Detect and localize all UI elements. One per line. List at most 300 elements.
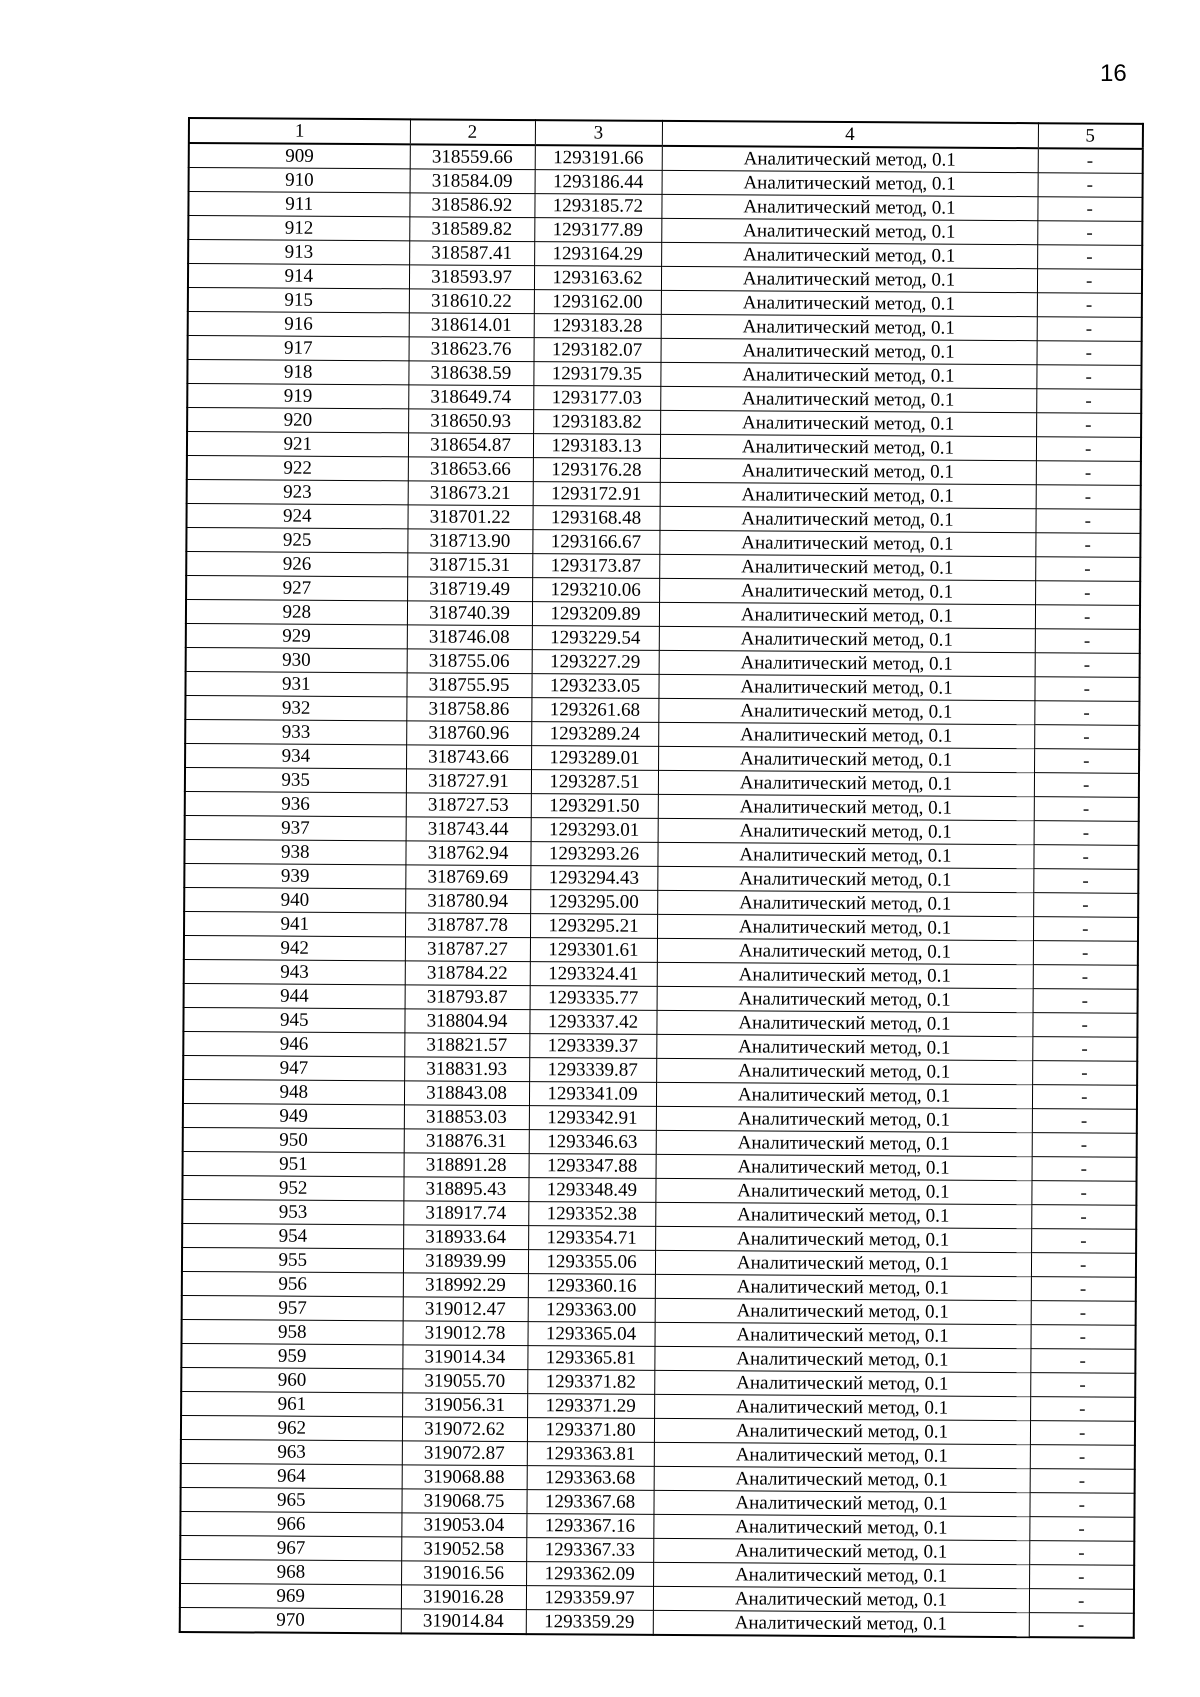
y-coordinate-cell: 1293291.50	[531, 794, 658, 819]
method-cell: Аналитический метод, 0.1	[662, 170, 1038, 196]
note-cell: -	[1038, 173, 1143, 198]
y-coordinate-cell: 1293363.68	[527, 1466, 654, 1491]
x-coordinate-cell: 318760.96	[406, 721, 531, 746]
point-number-cell: 959	[181, 1343, 402, 1368]
y-coordinate-cell: 1293363.00	[528, 1298, 655, 1323]
method-cell: Аналитический метод, 0.1	[653, 1538, 1029, 1564]
note-cell: -	[1033, 965, 1138, 990]
note-cell: -	[1031, 1301, 1136, 1326]
x-coordinate-cell: 318589.82	[409, 217, 534, 242]
y-coordinate-cell: 1293287.51	[531, 770, 658, 795]
method-cell: Аналитический метод, 0.1	[657, 986, 1033, 1012]
note-cell: -	[1035, 557, 1140, 582]
x-coordinate-cell: 319072.62	[402, 1417, 527, 1442]
y-coordinate-cell: 1293342.91	[529, 1106, 656, 1131]
method-cell: Аналитический метод, 0.1	[655, 1298, 1031, 1324]
note-cell: -	[1033, 989, 1138, 1014]
x-coordinate-cell: 318713.90	[407, 529, 532, 554]
note-cell: -	[1031, 1229, 1136, 1254]
note-cell: -	[1037, 317, 1142, 342]
y-coordinate-cell: 1293183.82	[533, 410, 660, 435]
point-number-cell: 921	[187, 432, 408, 457]
note-cell: -	[1033, 845, 1138, 870]
note-cell: -	[1037, 197, 1142, 222]
y-coordinate-cell: 1293360.16	[528, 1274, 655, 1299]
method-cell: Аналитический метод, 0.1	[657, 914, 1033, 940]
note-cell: -	[1029, 1613, 1134, 1638]
point-number-cell: 964	[181, 1463, 402, 1488]
x-coordinate-cell: 318610.22	[409, 289, 534, 314]
y-coordinate-cell: 1293367.68	[526, 1490, 653, 1515]
method-cell: Аналитический метод, 0.1	[653, 1586, 1029, 1612]
method-cell: Аналитический метод, 0.1	[662, 146, 1038, 173]
y-coordinate-cell: 1293348.49	[528, 1178, 655, 1203]
x-coordinate-cell: 318650.93	[408, 409, 533, 434]
x-coordinate-cell: 318853.03	[404, 1105, 529, 1130]
note-cell: -	[1032, 1157, 1137, 1182]
point-number-cell: 968	[180, 1559, 401, 1584]
y-coordinate-cell: 1293227.29	[532, 650, 659, 675]
y-coordinate-cell: 1293293.01	[531, 818, 658, 843]
x-coordinate-cell: 318587.41	[409, 241, 534, 266]
note-cell: -	[1036, 389, 1141, 414]
y-coordinate-cell: 1293163.62	[534, 266, 661, 291]
y-coordinate-cell: 1293176.28	[533, 458, 660, 483]
point-number-cell: 965	[180, 1487, 401, 1512]
note-cell: -	[1036, 437, 1141, 462]
y-coordinate-cell: 1293371.29	[527, 1394, 654, 1419]
point-number-cell: 946	[183, 1031, 404, 1056]
note-cell: -	[1030, 1349, 1135, 1374]
y-coordinate-cell: 1293166.67	[532, 530, 659, 555]
point-number-cell: 928	[186, 599, 407, 624]
point-number-cell: 922	[187, 455, 408, 480]
y-coordinate-cell: 1293191.66	[535, 145, 662, 170]
method-cell: Аналитический метод, 0.1	[658, 746, 1034, 772]
method-cell: Аналитический метод, 0.1	[660, 410, 1036, 436]
x-coordinate-cell: 318933.64	[403, 1225, 528, 1250]
point-number-cell: 962	[181, 1415, 402, 1440]
point-number-cell: 925	[186, 527, 407, 552]
point-number-cell: 953	[182, 1199, 403, 1224]
point-number-cell: 933	[185, 719, 406, 744]
x-coordinate-cell: 318638.59	[408, 361, 533, 386]
method-cell: Аналитический метод, 0.1	[654, 1418, 1030, 1444]
x-coordinate-cell: 319055.70	[402, 1369, 527, 1394]
point-number-cell: 915	[188, 288, 409, 313]
method-cell: Аналитический метод, 0.1	[654, 1370, 1030, 1396]
note-cell: -	[1035, 629, 1140, 654]
note-cell: -	[1036, 461, 1141, 486]
point-number-cell: 941	[184, 911, 405, 936]
x-coordinate-cell: 319014.84	[401, 1609, 526, 1634]
point-number-cell: 952	[182, 1175, 403, 1200]
method-cell: Аналитический метод, 0.1	[660, 482, 1036, 508]
point-number-cell: 926	[186, 551, 407, 576]
x-coordinate-cell: 319014.34	[402, 1345, 527, 1370]
method-cell: Аналитический метод, 0.1	[654, 1346, 1030, 1372]
x-coordinate-cell: 318831.93	[404, 1057, 529, 1082]
y-coordinate-cell: 1293210.06	[532, 578, 659, 603]
point-number-cell: 970	[180, 1607, 401, 1633]
x-coordinate-cell: 318843.08	[404, 1081, 529, 1106]
x-coordinate-cell: 319012.47	[403, 1297, 528, 1322]
method-cell: Аналитический метод, 0.1	[659, 578, 1035, 604]
y-coordinate-cell: 1293233.05	[531, 674, 658, 699]
x-coordinate-cell: 319016.56	[401, 1561, 526, 1586]
x-coordinate-cell: 318755.95	[406, 673, 531, 698]
note-cell: -	[1036, 485, 1141, 510]
y-coordinate-cell: 1293341.09	[529, 1082, 656, 1107]
x-coordinate-cell: 318593.97	[409, 265, 534, 290]
point-number-cell: 955	[182, 1247, 403, 1272]
y-coordinate-cell: 1293261.68	[531, 698, 658, 723]
table-body	[180, 143, 1143, 1638]
point-number-cell: 951	[183, 1151, 404, 1176]
point-number-cell: 958	[182, 1319, 403, 1344]
note-cell: -	[1029, 1565, 1134, 1590]
y-coordinate-cell: 1293173.87	[532, 554, 659, 579]
point-number-cell: 913	[188, 240, 409, 265]
point-number-cell: 940	[184, 887, 405, 912]
note-cell: -	[1034, 821, 1139, 846]
point-number-cell: 914	[188, 264, 409, 289]
point-number-cell: 957	[182, 1295, 403, 1320]
x-coordinate-cell: 318740.39	[407, 601, 532, 626]
method-cell: Аналитический метод, 0.1	[658, 818, 1034, 844]
method-cell: Аналитический метод, 0.1	[655, 1178, 1031, 1204]
header-col-1: 1	[189, 118, 410, 144]
x-coordinate-cell: 318787.78	[405, 913, 530, 938]
method-cell: Аналитический метод, 0.1	[656, 1106, 1032, 1132]
x-coordinate-cell: 318769.69	[405, 865, 530, 890]
note-cell: -	[1034, 749, 1139, 774]
x-coordinate-cell: 318895.43	[403, 1177, 528, 1202]
x-coordinate-cell: 318992.29	[403, 1273, 528, 1298]
point-number-cell: 954	[182, 1223, 403, 1248]
note-cell: -	[1034, 725, 1139, 750]
x-coordinate-cell: 318917.74	[403, 1201, 528, 1226]
method-cell: Аналитический метод, 0.1	[659, 530, 1035, 556]
y-coordinate-cell: 1293354.71	[528, 1226, 655, 1251]
point-number-cell: 937	[185, 815, 406, 840]
point-number-cell: 963	[181, 1439, 402, 1464]
note-cell: -	[1032, 1085, 1137, 1110]
method-cell: Аналитический метод, 0.1	[660, 434, 1036, 460]
point-number-cell: 931	[185, 671, 406, 696]
method-cell: Аналитический метод, 0.1	[656, 1130, 1032, 1156]
note-cell: -	[1033, 893, 1138, 918]
y-coordinate-cell: 1293182.07	[534, 338, 661, 363]
x-coordinate-cell: 318559.66	[410, 144, 535, 169]
x-coordinate-cell: 319068.75	[401, 1489, 526, 1514]
y-coordinate-cell: 1293346.63	[529, 1130, 656, 1155]
point-number-cell: 927	[186, 575, 407, 600]
note-cell: -	[1035, 533, 1140, 558]
point-number-cell: 949	[183, 1103, 404, 1128]
method-cell: Аналитический метод, 0.1	[659, 626, 1035, 652]
note-cell: -	[1035, 653, 1140, 678]
point-number-cell: 935	[185, 767, 406, 792]
y-coordinate-cell: 1293293.26	[530, 842, 657, 867]
method-cell: Аналитический метод, 0.1	[661, 338, 1037, 364]
note-cell: -	[1031, 1205, 1136, 1230]
header-col-3: 3	[535, 120, 662, 146]
y-coordinate-cell: 1293294.43	[530, 866, 657, 891]
point-number-cell: 942	[184, 935, 405, 960]
method-cell: Аналитический метод, 0.1	[656, 1154, 1032, 1180]
x-coordinate-cell: 318891.28	[404, 1153, 529, 1178]
point-number-cell: 909	[189, 143, 410, 169]
method-cell: Аналитический метод, 0.1	[656, 1058, 1032, 1084]
x-coordinate-cell: 318743.44	[406, 817, 531, 842]
note-cell: -	[1035, 581, 1140, 606]
y-coordinate-cell: 1293183.13	[533, 434, 660, 459]
note-cell: -	[1029, 1517, 1134, 1542]
y-coordinate-cell: 1293172.91	[533, 482, 660, 507]
x-coordinate-cell: 318793.87	[405, 985, 530, 1010]
point-number-cell: 966	[180, 1511, 401, 1536]
y-coordinate-cell: 1293289.01	[531, 746, 658, 771]
point-number-cell: 950	[183, 1127, 404, 1152]
x-coordinate-cell: 318614.01	[409, 313, 534, 338]
point-number-cell: 929	[186, 623, 407, 648]
y-coordinate-cell: 1293295.21	[530, 914, 657, 939]
x-coordinate-cell: 318758.86	[406, 697, 531, 722]
point-number-cell: 945	[183, 1007, 404, 1032]
note-cell: -	[1037, 269, 1142, 294]
x-coordinate-cell: 319012.78	[403, 1321, 528, 1346]
method-cell: Аналитический метод, 0.1	[658, 794, 1034, 820]
x-coordinate-cell: 318821.57	[404, 1033, 529, 1058]
x-coordinate-cell: 318701.22	[407, 505, 532, 530]
method-cell: Аналитический метод, 0.1	[661, 218, 1037, 244]
x-coordinate-cell: 319052.58	[401, 1537, 526, 1562]
method-cell: Аналитический метод, 0.1	[657, 962, 1033, 988]
y-coordinate-cell: 1293362.09	[526, 1562, 653, 1587]
note-cell: -	[1037, 221, 1142, 246]
table-row	[180, 1607, 1134, 1637]
point-number-cell: 932	[185, 695, 406, 720]
y-coordinate-cell: 1293371.80	[527, 1418, 654, 1443]
note-cell: -	[1030, 1373, 1135, 1398]
point-number-cell: 947	[183, 1055, 404, 1080]
method-cell: Аналитический метод, 0.1	[656, 1034, 1032, 1060]
y-coordinate-cell: 1293168.48	[532, 506, 659, 531]
y-coordinate-cell: 1293183.28	[534, 314, 661, 339]
note-cell: -	[1030, 1469, 1135, 1494]
point-number-cell: 960	[181, 1367, 402, 1392]
note-cell: -	[1029, 1541, 1134, 1566]
note-cell: -	[1034, 773, 1139, 798]
page-number: 16	[1100, 60, 1127, 87]
note-cell: -	[1031, 1277, 1136, 1302]
y-coordinate-cell: 1293164.29	[534, 242, 661, 267]
method-cell: Аналитический метод, 0.1	[657, 938, 1033, 964]
point-number-cell: 919	[187, 384, 408, 409]
note-cell: -	[1036, 365, 1141, 390]
y-coordinate-cell: 1293335.77	[530, 986, 657, 1011]
point-number-cell: 930	[186, 647, 407, 672]
y-coordinate-cell: 1293363.81	[527, 1442, 654, 1467]
method-cell: Аналитический метод, 0.1	[658, 698, 1034, 724]
method-cell: Аналитический метод, 0.1	[661, 194, 1037, 220]
note-cell: -	[1031, 1181, 1136, 1206]
note-cell: -	[1038, 148, 1143, 173]
method-cell: Аналитический метод, 0.1	[655, 1226, 1031, 1252]
method-cell: Аналитический метод, 0.1	[655, 1250, 1031, 1276]
x-coordinate-cell: 319016.28	[401, 1585, 526, 1610]
method-cell: Аналитический метод, 0.1	[658, 674, 1034, 700]
x-coordinate-cell: 318743.66	[406, 745, 531, 770]
y-coordinate-cell: 1293367.33	[526, 1538, 653, 1563]
x-coordinate-cell: 318727.91	[406, 769, 531, 794]
point-number-cell: 934	[185, 743, 406, 768]
x-coordinate-cell: 318719.49	[407, 577, 532, 602]
point-number-cell: 936	[185, 791, 406, 816]
x-coordinate-cell: 318715.31	[407, 553, 532, 578]
x-coordinate-cell: 318746.08	[407, 625, 532, 650]
note-cell: -	[1030, 1445, 1135, 1470]
y-coordinate-cell: 1293365.04	[528, 1322, 655, 1347]
y-coordinate-cell: 1293355.06	[528, 1250, 655, 1275]
x-coordinate-cell: 318787.27	[405, 937, 530, 962]
note-cell: -	[1035, 509, 1140, 534]
y-coordinate-cell: 1293186.44	[535, 170, 662, 195]
y-coordinate-cell: 1293185.72	[534, 194, 661, 219]
y-coordinate-cell: 1293179.35	[533, 362, 660, 387]
header-col-5: 5	[1038, 123, 1143, 149]
y-coordinate-cell: 1293367.16	[526, 1514, 653, 1539]
point-number-cell: 916	[188, 312, 409, 337]
header-col-2: 2	[410, 119, 535, 145]
x-coordinate-cell: 318755.06	[407, 649, 532, 674]
x-coordinate-cell: 318876.31	[404, 1129, 529, 1154]
x-coordinate-cell: 318584.09	[410, 169, 535, 194]
note-cell: -	[1036, 413, 1141, 438]
method-cell: Аналитический метод, 0.1	[653, 1562, 1029, 1588]
method-cell: Аналитический метод, 0.1	[655, 1274, 1031, 1300]
note-cell: -	[1033, 941, 1138, 966]
point-number-cell: 911	[188, 192, 409, 217]
method-cell: Аналитический метод, 0.1	[655, 1202, 1031, 1228]
y-coordinate-cell: 1293229.54	[532, 626, 659, 651]
method-cell: Аналитический метод, 0.1	[658, 770, 1034, 796]
method-cell: Аналитический метод, 0.1	[661, 290, 1037, 316]
point-number-cell: 961	[181, 1391, 402, 1416]
note-cell: -	[1034, 701, 1139, 726]
x-coordinate-cell: 318939.99	[403, 1249, 528, 1274]
method-cell: Аналитический метод, 0.1	[653, 1610, 1029, 1637]
method-cell: Аналитический метод, 0.1	[657, 866, 1033, 892]
y-coordinate-cell: 1293209.89	[532, 602, 659, 627]
method-cell: Аналитический метод, 0.1	[661, 266, 1037, 292]
method-cell: Аналитический метод, 0.1	[659, 506, 1035, 532]
x-coordinate-cell: 318623.76	[409, 337, 534, 362]
point-number-cell: 924	[186, 503, 407, 528]
point-number-cell: 938	[184, 839, 405, 864]
note-cell: -	[1032, 1061, 1137, 1086]
y-coordinate-cell: 1293365.81	[527, 1346, 654, 1371]
method-cell: Аналитический метод, 0.1	[657, 842, 1033, 868]
method-cell: Аналитический метод, 0.1	[653, 1514, 1029, 1540]
method-cell: Аналитический метод, 0.1	[659, 602, 1035, 628]
method-cell: Аналитический метод, 0.1	[660, 458, 1036, 484]
y-coordinate-cell: 1293359.29	[526, 1610, 653, 1635]
method-cell: Аналитический метод, 0.1	[659, 650, 1035, 676]
y-coordinate-cell: 1293359.97	[526, 1586, 653, 1611]
method-cell: Аналитический метод, 0.1	[657, 890, 1033, 916]
method-cell: Аналитический метод, 0.1	[661, 242, 1037, 268]
note-cell: -	[1032, 1013, 1137, 1038]
header-col-4: 4	[662, 121, 1038, 148]
method-cell: Аналитический метод, 0.1	[660, 386, 1036, 412]
note-cell: -	[1032, 1037, 1137, 1062]
method-cell: Аналитический метод, 0.1	[658, 722, 1034, 748]
x-coordinate-cell: 319053.04	[401, 1513, 526, 1538]
note-cell: -	[1037, 341, 1142, 366]
x-coordinate-cell: 318653.66	[408, 457, 533, 482]
y-coordinate-cell: 1293371.82	[527, 1370, 654, 1395]
point-number-cell: 956	[182, 1271, 403, 1296]
method-cell: Аналитический метод, 0.1	[654, 1394, 1030, 1420]
y-coordinate-cell: 1293339.87	[529, 1058, 656, 1083]
y-coordinate-cell: 1293339.37	[529, 1034, 656, 1059]
x-coordinate-cell: 318649.74	[408, 385, 533, 410]
y-coordinate-cell: 1293162.00	[534, 290, 661, 315]
point-number-cell: 969	[180, 1583, 401, 1608]
note-cell: -	[1033, 869, 1138, 894]
note-cell: -	[1032, 1133, 1137, 1158]
x-coordinate-cell: 318673.21	[408, 481, 533, 506]
y-coordinate-cell: 1293347.88	[529, 1154, 656, 1179]
note-cell: -	[1031, 1253, 1136, 1278]
method-cell: Аналитический метод, 0.1	[661, 314, 1037, 340]
note-cell: -	[1030, 1421, 1135, 1446]
point-number-cell: 920	[187, 408, 408, 433]
note-cell: -	[1033, 917, 1138, 942]
note-cell: -	[1032, 1109, 1137, 1134]
y-coordinate-cell: 1293177.89	[534, 218, 661, 243]
point-number-cell: 939	[184, 863, 405, 888]
method-cell: Аналитический метод, 0.1	[653, 1490, 1029, 1516]
method-cell: Аналитический метод, 0.1	[660, 362, 1036, 388]
point-number-cell: 943	[184, 959, 405, 984]
note-cell: -	[1037, 245, 1142, 270]
x-coordinate-cell: 318586.92	[409, 193, 534, 218]
note-cell: -	[1030, 1325, 1135, 1350]
method-cell: Аналитический метод, 0.1	[654, 1322, 1030, 1348]
method-cell: Аналитический метод, 0.1	[659, 554, 1035, 580]
note-cell: -	[1030, 1397, 1135, 1422]
note-cell: -	[1037, 293, 1142, 318]
x-coordinate-cell: 319068.88	[402, 1465, 527, 1490]
note-cell: -	[1034, 677, 1139, 702]
point-number-cell: 912	[188, 216, 409, 241]
method-cell: Аналитический метод, 0.1	[656, 1010, 1032, 1036]
x-coordinate-cell: 318804.94	[404, 1009, 529, 1034]
note-cell: -	[1035, 605, 1140, 630]
point-number-cell: 944	[184, 983, 405, 1008]
point-number-cell: 918	[187, 360, 408, 385]
y-coordinate-cell: 1293324.41	[530, 962, 657, 987]
x-coordinate-cell: 318727.53	[406, 793, 531, 818]
y-coordinate-cell: 1293352.38	[528, 1202, 655, 1227]
y-coordinate-cell: 1293301.61	[530, 938, 657, 963]
y-coordinate-cell: 1293177.03	[533, 386, 660, 411]
point-number-cell: 948	[183, 1079, 404, 1104]
x-coordinate-cell: 319056.31	[402, 1393, 527, 1418]
